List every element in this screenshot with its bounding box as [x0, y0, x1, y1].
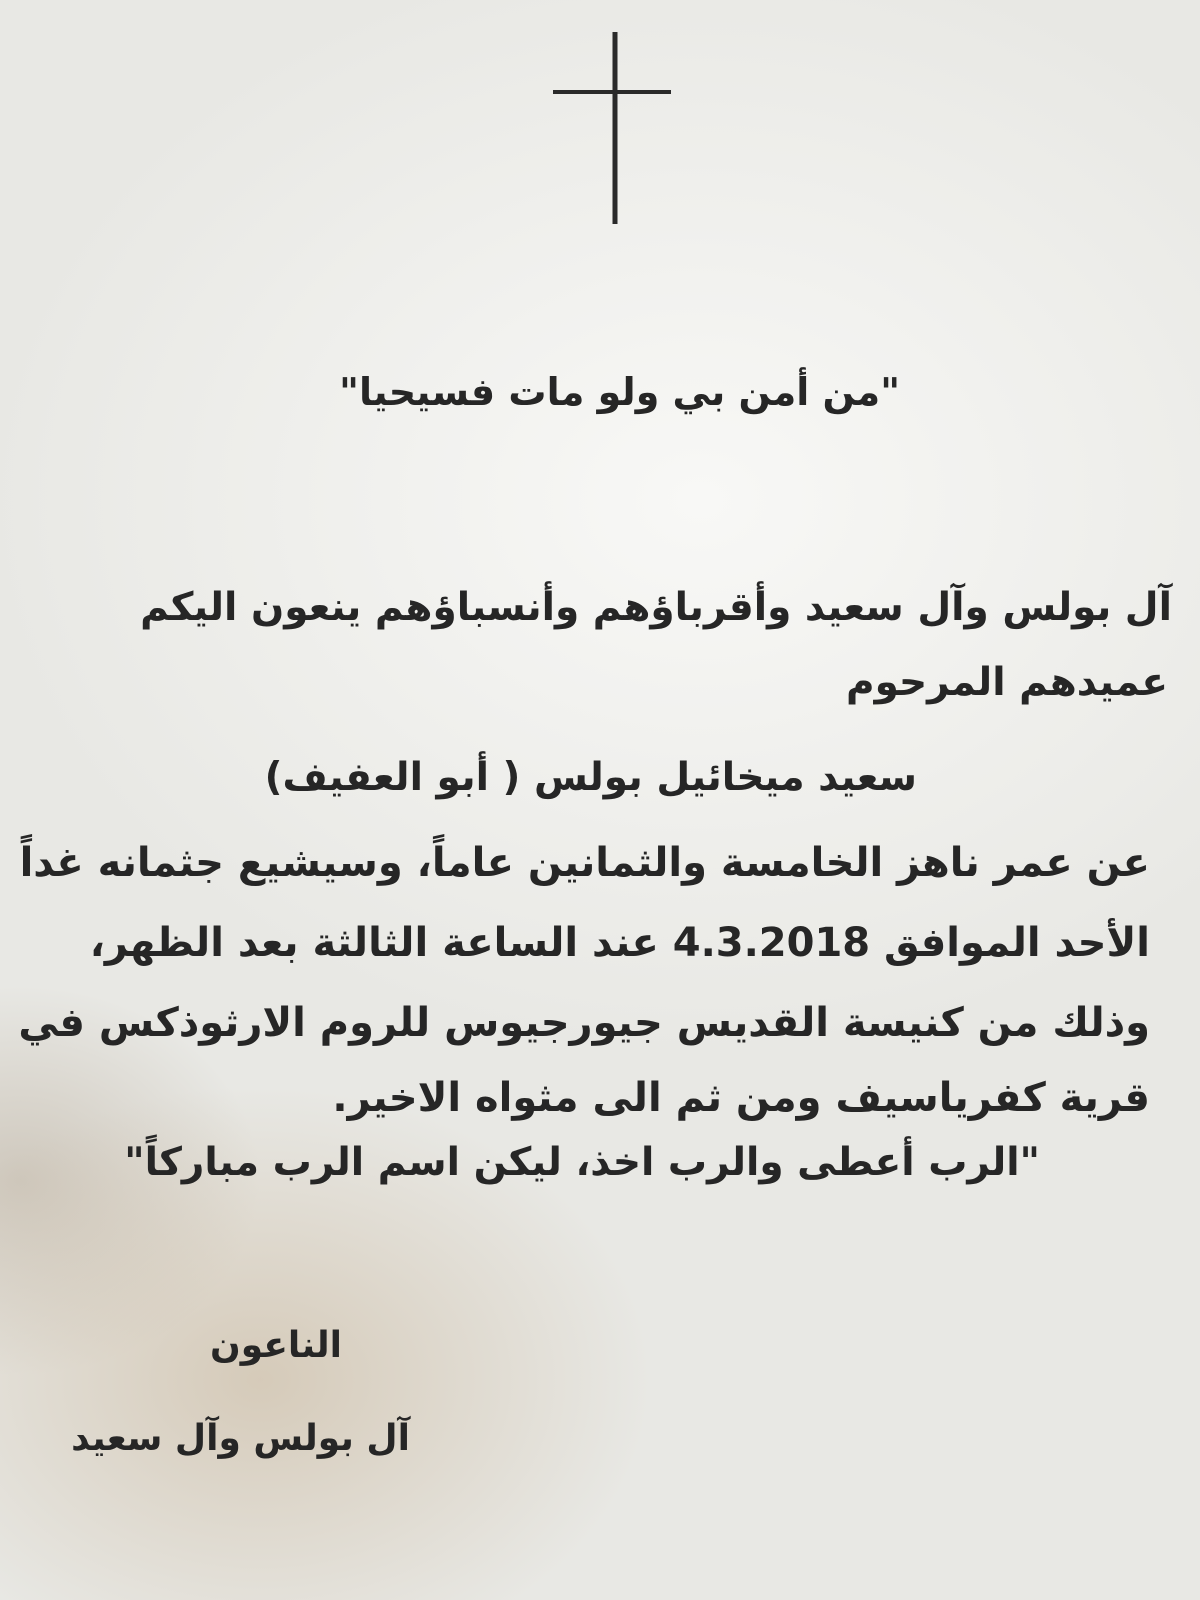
deceased-name: سعيد ميخائيل بولس ( أبو العفيف)	[264, 755, 917, 800]
closing-verse: "الرب أعطى والرب اخذ، ليكن اسم الرب مباركاً"	[124, 1140, 1040, 1185]
announcement-line-2: عميدهم المرحوم	[846, 660, 1168, 705]
scripture-verse: "من أمن بي ولو مات فسيحيا"	[339, 370, 900, 414]
mourners-label: الناعون	[210, 1325, 342, 1366]
mourners-names: آل بولس وآل سعيد	[71, 1418, 410, 1459]
details-line-2: الأحد الموافق 4.3.2018 عند الساعة الثالثة بعد الظهر،	[89, 920, 1150, 966]
details-line-3: وذلك من كنيسة القديس جيورجيوس للروم الارثوذكس في	[18, 1000, 1150, 1046]
details-line-1: عن عمر ناهز الخامسة والثمانين عاماً، وسيشيع جثمانه غداً	[19, 840, 1150, 886]
details-line-4: قرية كفرياسيف ومن ثم الى مثواه الاخير.	[332, 1075, 1150, 1121]
cross-icon	[553, 30, 677, 226]
announcement-line-1: آل بولس وآل سعيد وأقرباؤهم وأنسباؤهم ينعون اليكم	[140, 585, 1172, 630]
